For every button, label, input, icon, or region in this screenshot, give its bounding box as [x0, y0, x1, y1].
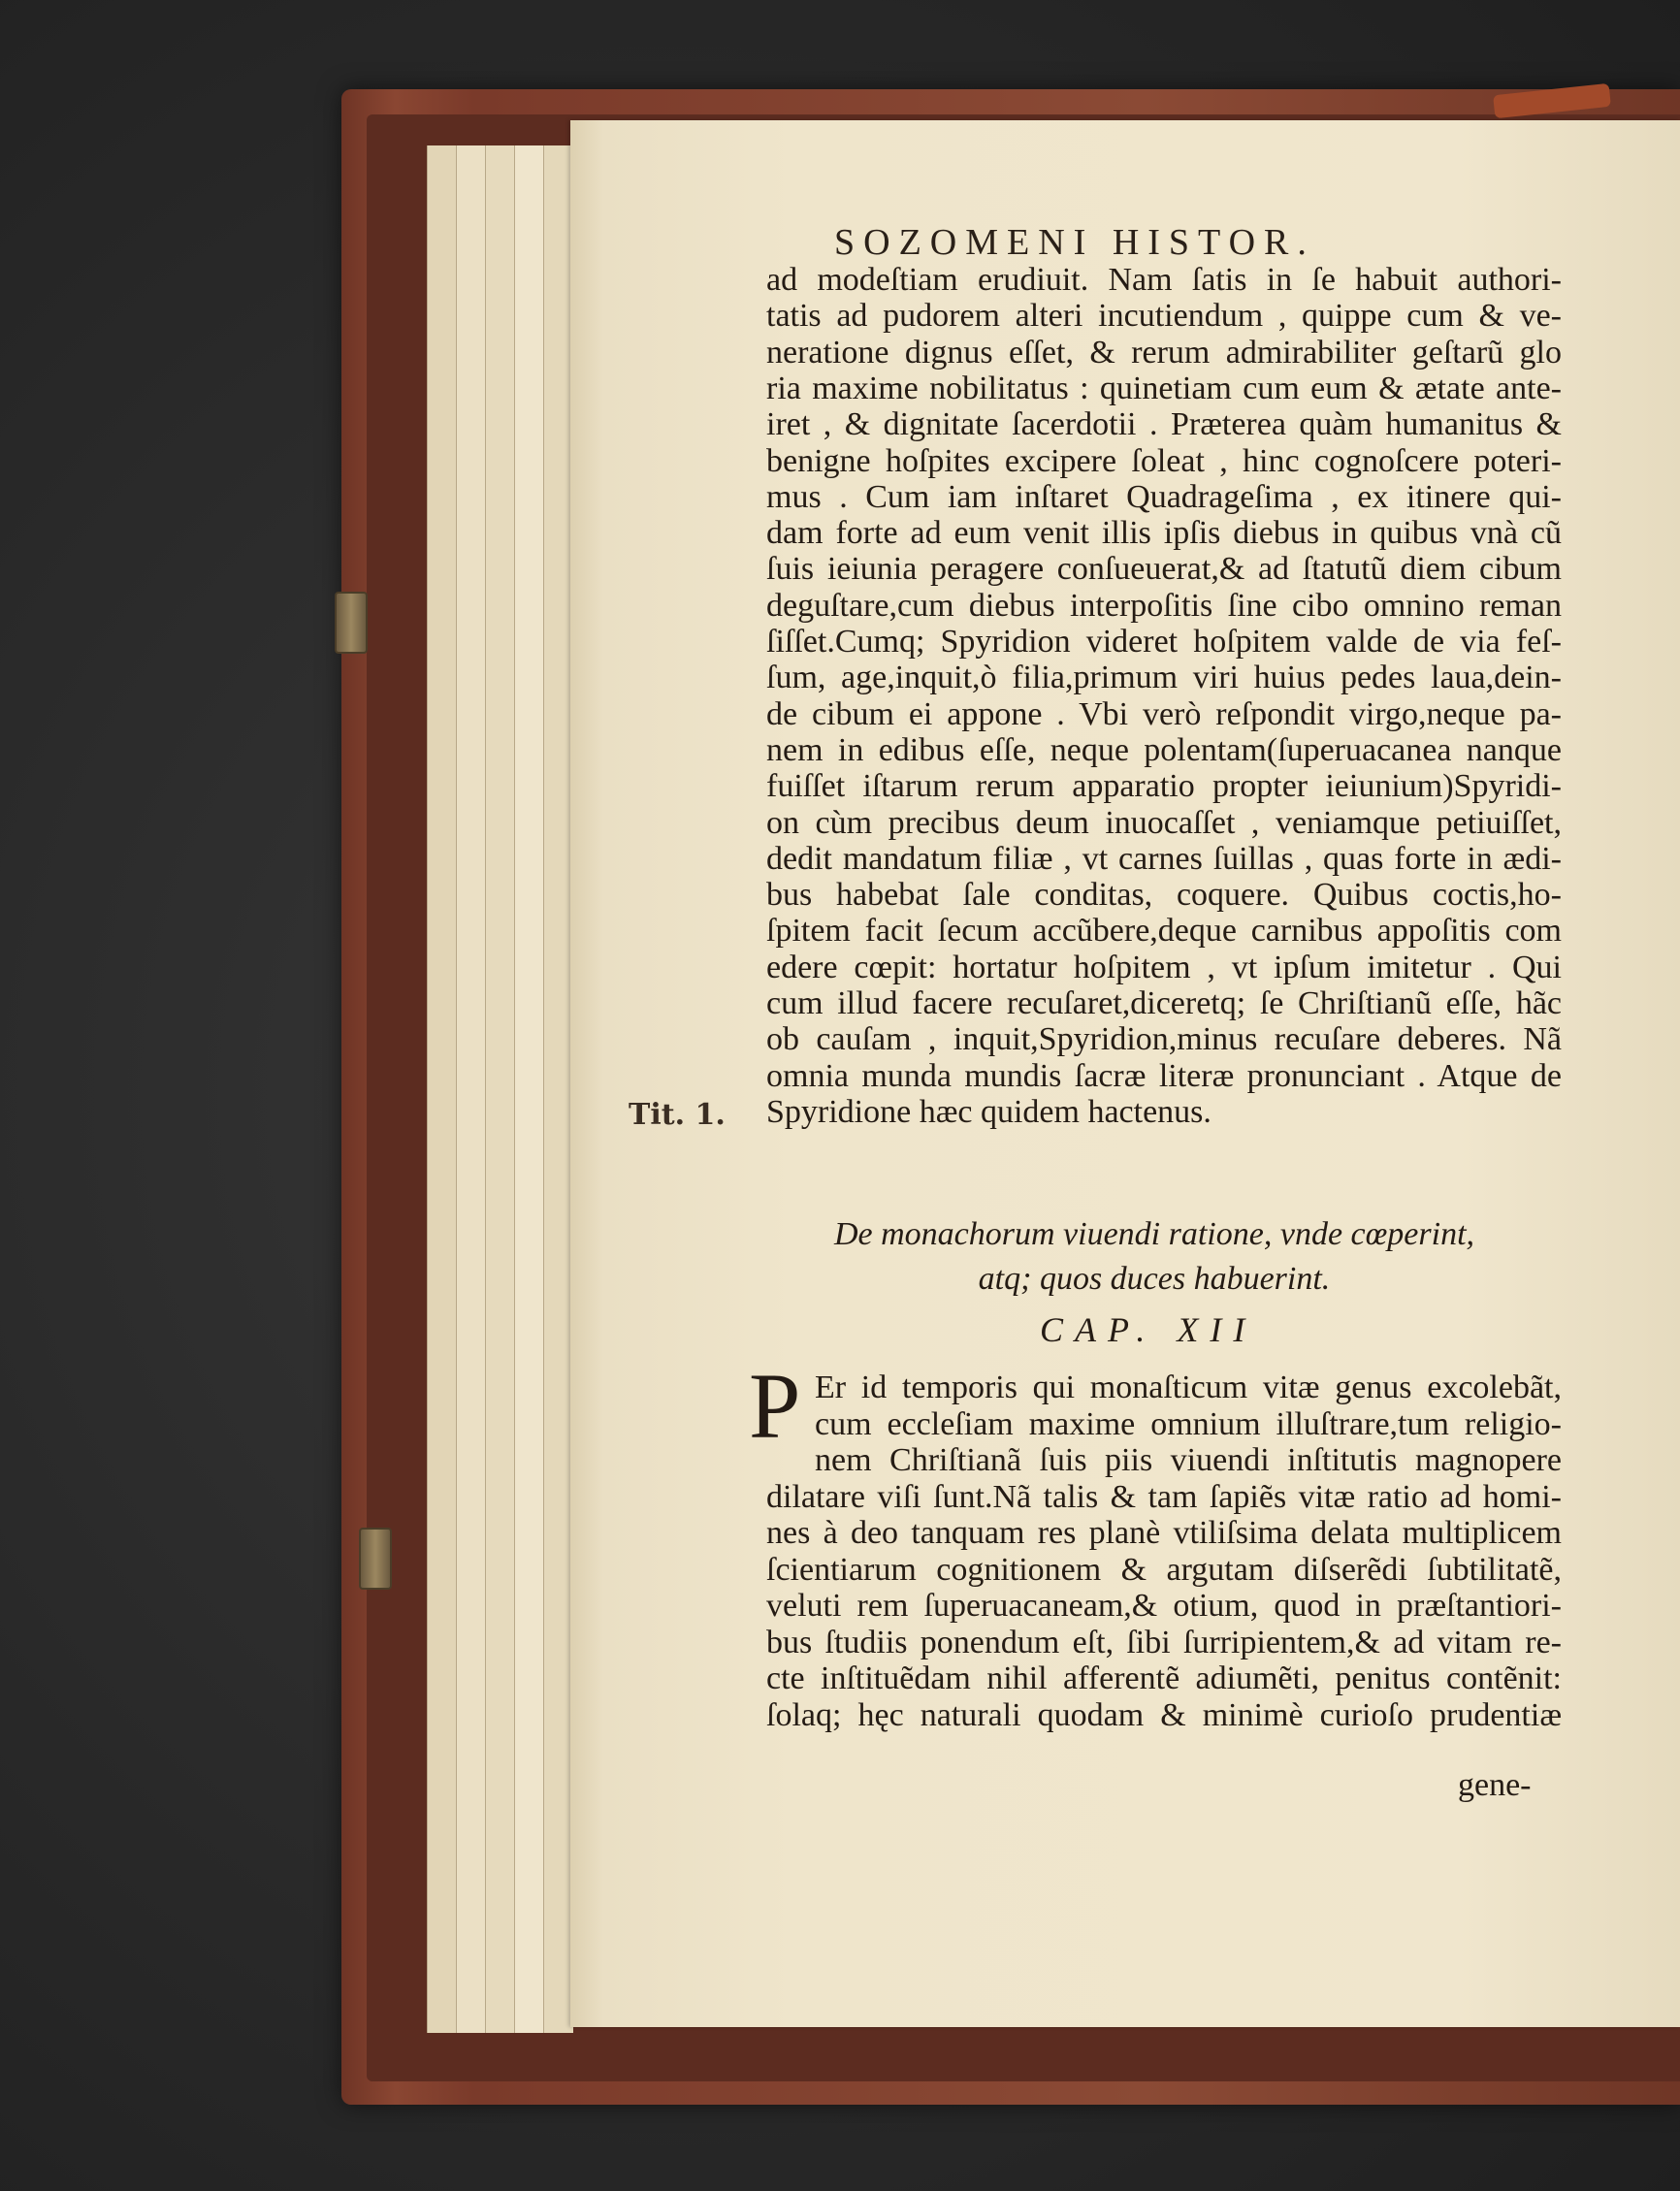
text-line: neratione dignus eſſet, & rerum admirabiliter geſtarũ glo — [766, 334, 1562, 371]
catchword: gene- — [1458, 1767, 1532, 1803]
text-line: dedit mandatum filiæ , vt carnes ſuillas , quas forte in ædi- — [766, 840, 1562, 877]
text-line: ad modeſtiam erudiuit. Nam ſatis in ſe habuit authori- — [766, 262, 1562, 298]
text-line: ſolaq; hęc naturali quodam & minimè curioſo prudentiæ — [766, 1696, 1562, 1733]
text-line: mus . Cum iam inſtaret Quadrageſima , ex itinere qui- — [766, 478, 1562, 515]
chapter-title-line: atq; quos duces habuerint. — [978, 1261, 1331, 1297]
text-line: benigne hoſpites excipere ſoleat , hinc cognoſcere poteri- — [766, 442, 1562, 479]
text-line: iret , & dignitate ſacerdotii . Præterea quàm humanitus & — [766, 406, 1562, 443]
clasp-icon — [335, 592, 368, 654]
text-line: tatis ad pudorem alteri incutiendum , quippe cum & ve- — [766, 298, 1562, 335]
text-line: cte inſtituẽdam nihil afferentẽ adiumẽti, penitus contẽnit: — [766, 1660, 1562, 1696]
text-line: de cibum ei appone . Vbi verò reſpondit virgo,neque pa- — [766, 695, 1562, 732]
text-line: dam forte ad eum venit illis ipſis diebus in quibus vnà cũ — [766, 515, 1562, 552]
text-line: bus habebat ſale conditas, coquere. Quibus coctis,ho- — [766, 877, 1562, 914]
text-line: nem Chriſtianã ſuis piis viuendi inſtitutis magnopere — [815, 1442, 1562, 1478]
text-line: nem in edibus eſſe, neque polentam(ſuperuacanea nanque — [766, 731, 1562, 768]
clasp-icon — [359, 1528, 392, 1590]
text-line: nes à deo tanquam res planè vtiliſsima delata multiplicem — [766, 1515, 1562, 1551]
text-line: ſiſſet.Cumq; Spyridion videret hoſpitem valde de via feſ- — [766, 624, 1562, 660]
text-line: edere cœpit: hortatur hoſpitem , vt ipſum imitetur . Qui — [766, 949, 1562, 985]
text-line: dilatare viſi ſunt.Nã talis & tam ſapiẽs vitæ ratio ad homi- — [766, 1478, 1562, 1515]
text-line: on cùm precibus deum inuocaſſet , veniamque petiuiſſet, — [766, 804, 1562, 841]
chapter-title-line: De monachorum viuendi ratione, vnde cœperint, — [833, 1216, 1475, 1252]
chapter-number: CAP. XII — [1040, 1310, 1257, 1349]
text-line: deguſtare,cum diebus interpoſitis ſine cibo omnino reman — [766, 587, 1562, 624]
text-line: veluti rem ſuperuacaneam,& otium, quod in præſtantiori- — [766, 1588, 1562, 1624]
margin-note: Tit. 1. — [629, 1098, 726, 1132]
text-line: fuiſſet iſtarum rerum apparatio propter ieiunium)Spyridi- — [766, 768, 1562, 805]
text-line: Er id temporis qui monaſticum vitæ genus excolebãt, — [815, 1369, 1562, 1405]
page-edge-stack — [543, 145, 573, 2033]
running-header: SOZOMENI HISTOR. — [834, 222, 1315, 263]
text-line: ria maxime nobilitatus : quinetiam cum eum & ætate ante- — [766, 370, 1562, 406]
text-line: ſcientiarum cognitionem & argutam diſserẽdi ſubtilitatẽ, — [766, 1551, 1562, 1588]
text-line: ſpitem facit ſecum accũbere,deque carnibus appoſitis com — [766, 913, 1562, 950]
text-line: omnia munda mundis ſacræ literæ pronunciant . Atque de — [766, 1057, 1562, 1094]
text-line: ſuis ieiunia peragere conſueuerat,& ad ſtatutũ diem cibum — [766, 551, 1562, 588]
text-line: cum illud facere recuſaret,diceretq; ſe Chriſtianũ eſſe, hãc — [766, 985, 1562, 1021]
text-line: Spyridione hæc quidem hactenus. — [766, 1093, 1212, 1130]
text-line: bus ſtudiis ponendum eſt, ſibi ſurripientem,& ad vitam re- — [766, 1624, 1562, 1660]
initial-letter: P — [749, 1354, 801, 1458]
text-line: ob cauſam , inquit,Spyridion,minus recuſare deberes. Nã — [766, 1021, 1562, 1058]
text-line: ſum, age,inquit,ò filia,primum viri huius pedes laua,dein- — [766, 660, 1562, 696]
text-line: cum eccleſiam maxime omnium illuſtrare,tum religio- — [815, 1405, 1562, 1442]
